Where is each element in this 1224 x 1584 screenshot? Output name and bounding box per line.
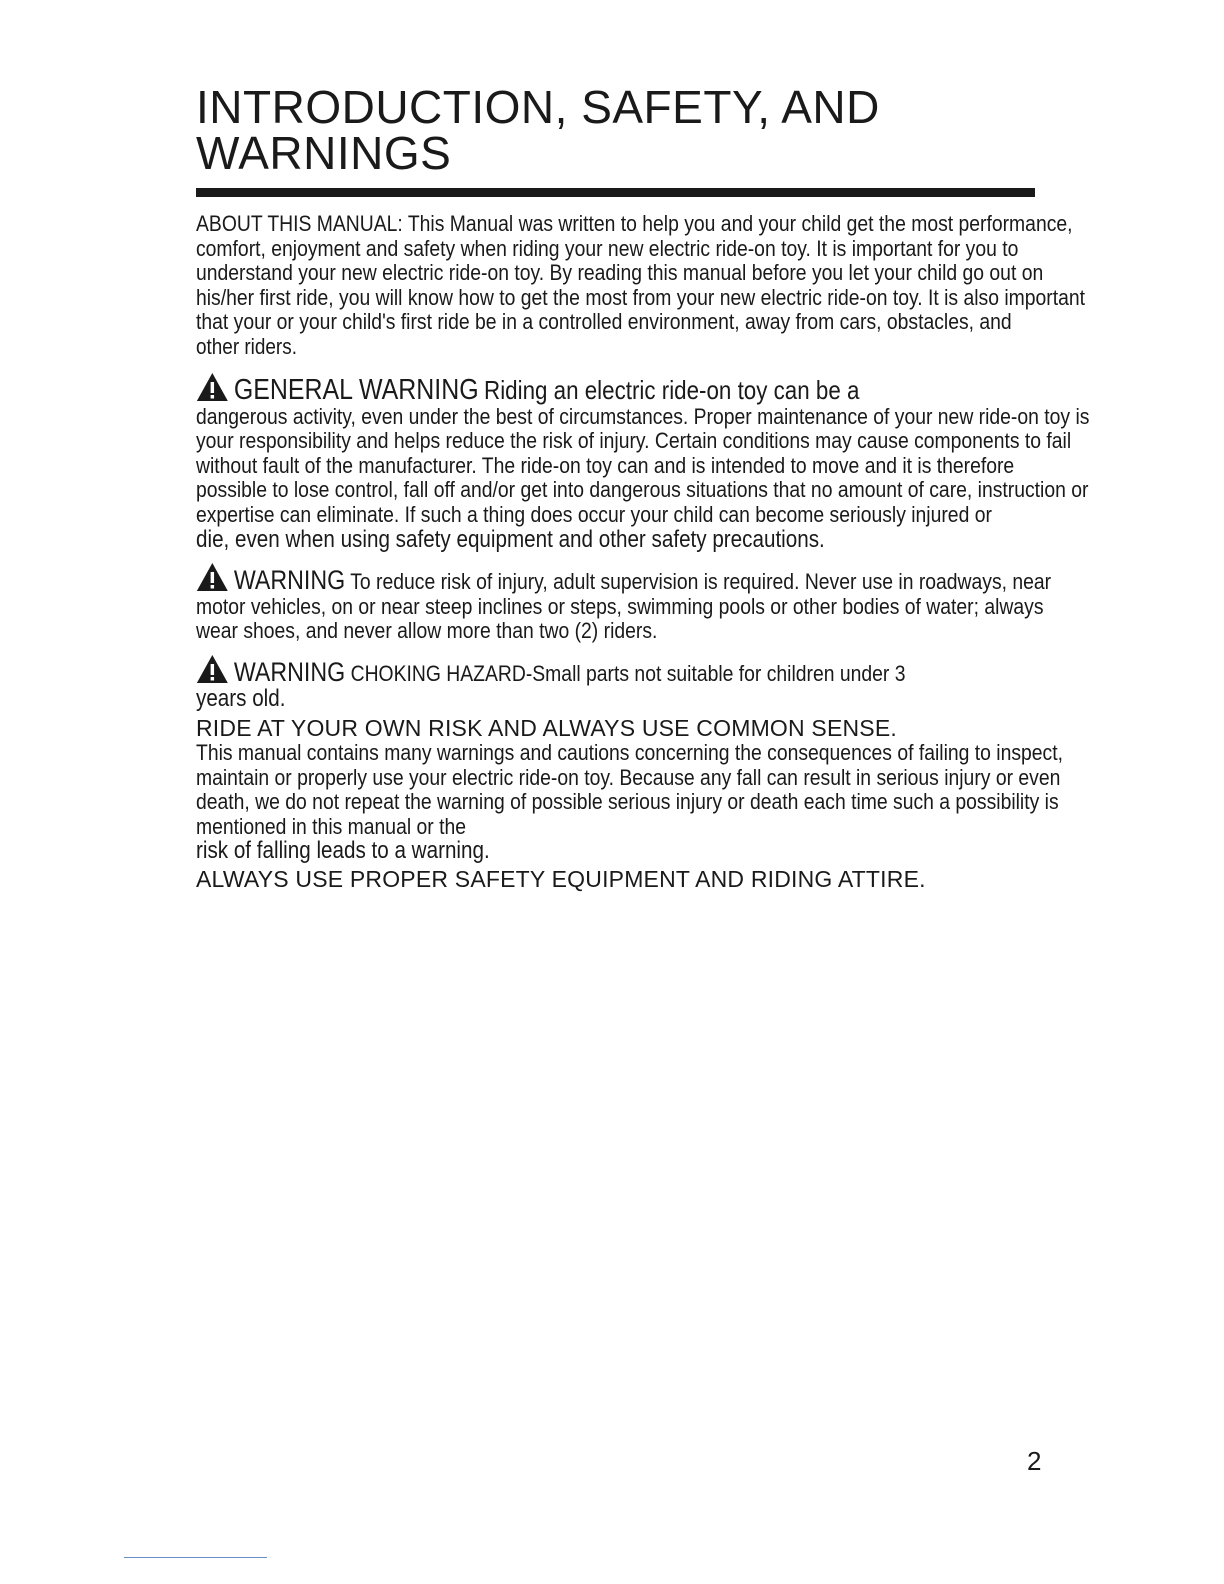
about-manual-paragraph — [196, 212, 1090, 360]
about-manual-tail: other riders. — [196, 333, 297, 359]
warning-triangle-icon — [196, 372, 229, 402]
general-warning-lead: Riding an electric ride-on toy can be a — [484, 374, 860, 405]
document-body — [196, 212, 1096, 892]
choking-warning-heading: WARNING — [233, 656, 346, 687]
choking-warning-text: CHOKING HAZARD-Small parts not suitable for children under 3 — [350, 660, 906, 686]
manual-note-tail: risk of falling leads to a warning. — [196, 837, 490, 865]
supervision-warning-heading: WARNING — [233, 565, 346, 596]
safety-equipment-notice: ALWAYS USE PROPER SAFETY EQUIPMENT AND RIDING ATTIRE. — [196, 866, 926, 893]
page-title: INTRODUCTION, SAFETY, AND WARNINGS — [196, 81, 880, 179]
page-number: 2 — [1027, 1446, 1042, 1476]
title-divider — [196, 188, 1035, 197]
general-warning-tail: die, even when using safety equipment and other safety precautions. — [196, 525, 825, 553]
supervision-warning-paragraph — [196, 562, 1090, 644]
manual-note-text: This manual contains many warnings and cautions concerning the consequences of failing to inspect, maintain or properly use your electric ride-on toy. Because any fall can result in serious injury or even death, we do not repeat the warning of possible serious injury or death each time such a possibility is mentioned in this manual or the — [196, 740, 1063, 839]
warning-triangle-icon — [196, 562, 229, 592]
manual-note-paragraph — [196, 741, 1090, 864]
general-warning-paragraph — [196, 372, 1090, 553]
footer-line — [124, 1557, 267, 1558]
about-manual-text: ABOUT THIS MANUAL: This Manual was written to help you and your child get the most performance, comfort, enjoyment and safety when riding your new electric ride-on toy. It is important for you to understand your new electric ride-on toy. By reading this manual before you let your child go out on his/her first ride, you will know how to get the most from your new electric ride-on toy. It is also important that your or your child's first ride be in a controlled environment, away from cars, obstacles, and — [196, 211, 1086, 335]
choking-warning-paragraph — [196, 654, 1090, 711]
supervision-warning-text: To reduce risk of injury, adult supervision is required. Never use in roadways, near motor vehicles, on or near steep inclines or steps, swimming pools or other bodies of water; always wear shoes, and never allow more than two (2) riders. — [196, 569, 1052, 644]
general-warning-heading: GENERAL WARNING — [233, 373, 479, 406]
general-warning-text: dangerous activity, even under the best of circumstances. Proper maintenance of your new ride-on toy is your responsibility and helps reduce the risk of injury. Certain conditions may cause components to fail without fault of the manufacturer. The ride-on toy can and is intended to move and it is therefore possible to lose control, fall off and/or get into dangerous situations that no amount of care, instruction or expertise can eliminate. If such a thing does occur your child can become seriously injured or — [196, 403, 1090, 527]
choking-warning-tail: years old. — [196, 684, 286, 712]
ride-at-own-risk-notice: RIDE AT YOUR OWN RISK AND ALWAYS USE COMMON SENSE. — [196, 715, 897, 742]
warning-triangle-icon — [196, 654, 229, 684]
